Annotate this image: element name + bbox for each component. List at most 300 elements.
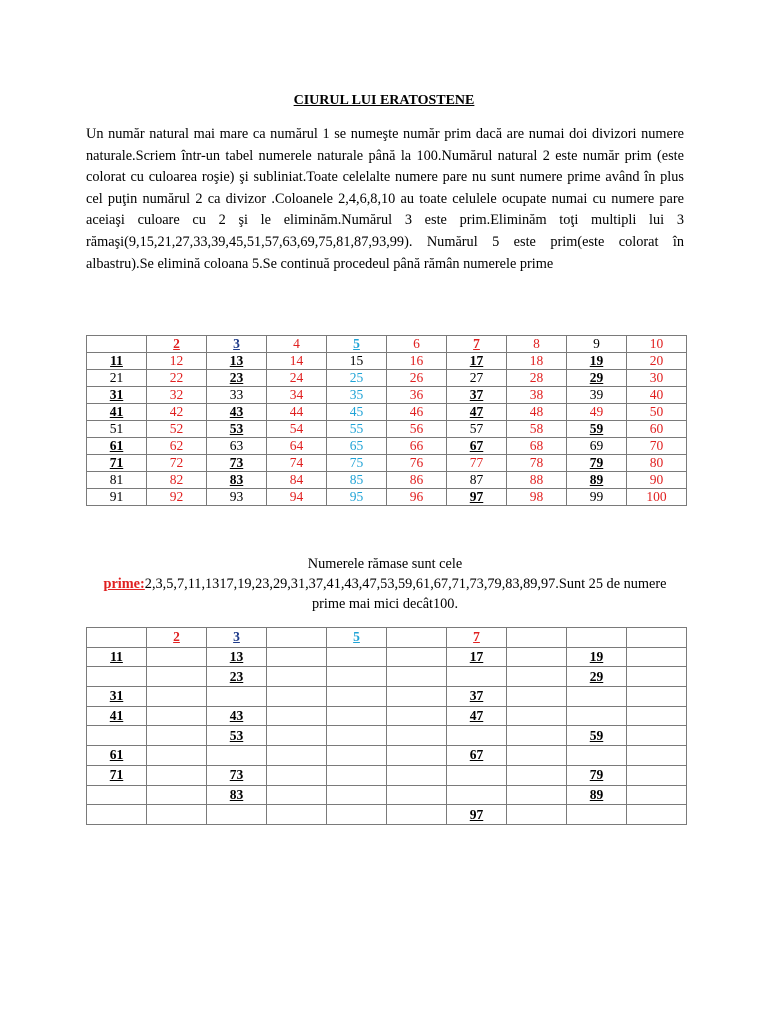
number: 39 bbox=[589, 387, 604, 402]
table-cell bbox=[147, 765, 207, 785]
number: 63 bbox=[229, 438, 244, 453]
table-cell bbox=[207, 438, 267, 455]
table-cell bbox=[207, 667, 267, 687]
number: 98 bbox=[529, 489, 544, 504]
number: 50 bbox=[649, 404, 664, 419]
number: 58 bbox=[529, 421, 544, 436]
table-cell bbox=[87, 404, 147, 421]
number: 22 bbox=[169, 370, 184, 385]
prime-number: 2 bbox=[173, 629, 180, 645]
table-cell bbox=[327, 726, 387, 746]
table-cell bbox=[207, 472, 267, 489]
table-cell bbox=[147, 647, 207, 667]
table-cell bbox=[267, 421, 327, 438]
table-cell bbox=[147, 472, 207, 489]
table-cell bbox=[567, 472, 627, 489]
table-cell bbox=[267, 438, 327, 455]
number: 60 bbox=[649, 421, 664, 436]
number: 75 bbox=[349, 455, 364, 470]
prime-number: 37 bbox=[469, 387, 484, 402]
table-row bbox=[87, 336, 687, 353]
table-cell bbox=[567, 404, 627, 421]
number: 10 bbox=[649, 336, 664, 351]
table-cell bbox=[207, 726, 267, 746]
table-row bbox=[87, 785, 687, 805]
summary-line-1: Numerele rămase sunt cele bbox=[307, 556, 463, 572]
prime-number: 73 bbox=[229, 455, 244, 470]
number: 18 bbox=[529, 353, 544, 368]
table-cell bbox=[387, 438, 447, 455]
table-row bbox=[87, 805, 687, 825]
table-cell bbox=[147, 387, 207, 404]
table-cell bbox=[447, 805, 507, 825]
number: 4 bbox=[293, 336, 300, 351]
prime-number: 19 bbox=[589, 649, 604, 665]
number: 52 bbox=[169, 421, 184, 436]
table-cell bbox=[447, 421, 507, 438]
number: 80 bbox=[649, 455, 664, 470]
table-cell bbox=[627, 455, 687, 472]
number: 35 bbox=[349, 387, 364, 402]
table-cell bbox=[327, 687, 387, 707]
table-cell bbox=[627, 438, 687, 455]
table-cell bbox=[147, 455, 207, 472]
table-cell bbox=[507, 421, 567, 438]
prime-number: 13 bbox=[229, 353, 244, 368]
table-cell bbox=[267, 404, 327, 421]
table-cell bbox=[447, 746, 507, 766]
table-cell bbox=[507, 726, 567, 746]
table-cell bbox=[327, 746, 387, 766]
number: 66 bbox=[409, 438, 424, 453]
prime-number: 67 bbox=[469, 747, 484, 763]
prime-number: 41 bbox=[109, 404, 124, 419]
table-cell bbox=[147, 785, 207, 805]
table-cell bbox=[207, 647, 267, 667]
table-cell bbox=[267, 726, 327, 746]
prime-number: 53 bbox=[229, 727, 244, 743]
number: 6 bbox=[413, 336, 420, 351]
number: 21 bbox=[109, 370, 124, 385]
table-cell bbox=[87, 765, 147, 785]
prime-number: 29 bbox=[589, 370, 604, 385]
number: 45 bbox=[349, 404, 364, 419]
table-cell bbox=[627, 370, 687, 387]
table-cell bbox=[327, 421, 387, 438]
table-cell bbox=[87, 706, 147, 726]
table-cell bbox=[507, 404, 567, 421]
table-cell bbox=[147, 706, 207, 726]
table-cell bbox=[87, 687, 147, 707]
number: 14 bbox=[289, 353, 304, 368]
prime-number: 29 bbox=[589, 668, 604, 684]
table-cell bbox=[267, 489, 327, 506]
table-row bbox=[87, 387, 687, 404]
prime-number: 31 bbox=[109, 387, 124, 402]
prime-number: 43 bbox=[229, 404, 244, 419]
prime-number: 59 bbox=[589, 727, 604, 743]
table-cell bbox=[147, 687, 207, 707]
number: 78 bbox=[529, 455, 544, 470]
table-cell bbox=[147, 438, 207, 455]
table-cell bbox=[567, 353, 627, 370]
table-cell bbox=[87, 489, 147, 506]
table-cell bbox=[207, 370, 267, 387]
prime-number: 11 bbox=[110, 649, 123, 665]
number: 74 bbox=[289, 455, 304, 470]
table-cell bbox=[507, 353, 567, 370]
table-cell bbox=[207, 628, 267, 648]
table-cell bbox=[507, 387, 567, 404]
prime-number: 43 bbox=[229, 708, 244, 724]
table-cell bbox=[567, 706, 627, 726]
table-cell bbox=[627, 353, 687, 370]
table-cell bbox=[87, 647, 147, 667]
table-cell bbox=[327, 667, 387, 687]
page-title: CIURUL LUI ERATOSTENE bbox=[293, 93, 475, 108]
prime-number: 41 bbox=[109, 708, 124, 724]
table-cell bbox=[447, 370, 507, 387]
table-cell bbox=[87, 438, 147, 455]
number: 38 bbox=[529, 387, 544, 402]
table-cell bbox=[567, 455, 627, 472]
number: 72 bbox=[169, 455, 184, 470]
table-cell bbox=[207, 387, 267, 404]
table-cell bbox=[87, 746, 147, 766]
table-cell bbox=[267, 765, 327, 785]
table-row bbox=[87, 687, 687, 707]
table-row bbox=[87, 353, 687, 370]
table-cell bbox=[207, 489, 267, 506]
table-cell bbox=[147, 746, 207, 766]
number: 9 bbox=[593, 336, 600, 351]
table-cell bbox=[147, 370, 207, 387]
table-cell bbox=[567, 370, 627, 387]
table-cell bbox=[387, 336, 447, 353]
table-cell bbox=[507, 687, 567, 707]
number: 25 bbox=[349, 370, 364, 385]
table-cell bbox=[327, 706, 387, 726]
number: 81 bbox=[109, 472, 124, 487]
prime-number: 59 bbox=[589, 421, 604, 436]
table-cell bbox=[507, 438, 567, 455]
number: 12 bbox=[169, 353, 184, 368]
table-cell bbox=[507, 472, 567, 489]
table-cell bbox=[327, 336, 387, 353]
prime-number: 5 bbox=[353, 629, 360, 645]
table-cell bbox=[387, 370, 447, 387]
table-cell bbox=[87, 805, 147, 825]
table-row bbox=[87, 404, 687, 421]
sieve-table-primes bbox=[86, 627, 687, 825]
number: 27 bbox=[469, 370, 484, 385]
table-cell bbox=[627, 628, 687, 648]
table-cell bbox=[267, 628, 327, 648]
table-cell bbox=[507, 455, 567, 472]
prime-number: 73 bbox=[229, 767, 244, 783]
table-cell bbox=[387, 667, 447, 687]
number: 77 bbox=[469, 455, 484, 470]
table-cell bbox=[207, 404, 267, 421]
table-row bbox=[87, 370, 687, 387]
number: 68 bbox=[529, 438, 544, 453]
table-cell bbox=[627, 336, 687, 353]
table-cell bbox=[267, 667, 327, 687]
number: 87 bbox=[469, 472, 484, 487]
table-cell bbox=[567, 667, 627, 687]
prime-number: 83 bbox=[229, 472, 244, 487]
prime-number: 23 bbox=[229, 668, 244, 684]
number: 49 bbox=[589, 404, 604, 419]
table-cell bbox=[267, 472, 327, 489]
table-cell bbox=[147, 726, 207, 746]
table-cell bbox=[267, 336, 327, 353]
table-cell bbox=[387, 387, 447, 404]
table-cell bbox=[327, 765, 387, 785]
table-cell bbox=[147, 805, 207, 825]
number: 32 bbox=[169, 387, 184, 402]
table-cell bbox=[627, 421, 687, 438]
table-cell bbox=[447, 765, 507, 785]
table-cell bbox=[327, 489, 387, 506]
number: 69 bbox=[589, 438, 604, 453]
table-cell bbox=[447, 472, 507, 489]
prime-number: 97 bbox=[469, 489, 484, 504]
table-cell bbox=[207, 455, 267, 472]
number: 51 bbox=[109, 421, 124, 436]
table-cell bbox=[87, 387, 147, 404]
table-cell bbox=[567, 489, 627, 506]
table-cell bbox=[507, 336, 567, 353]
table-cell bbox=[327, 455, 387, 472]
number: 85 bbox=[349, 472, 364, 487]
number: 26 bbox=[409, 370, 424, 385]
number: 28 bbox=[529, 370, 544, 385]
sieve-table-full bbox=[86, 335, 687, 506]
table-row bbox=[87, 472, 687, 489]
table-cell bbox=[627, 765, 687, 785]
table-cell bbox=[447, 628, 507, 648]
number: 56 bbox=[409, 421, 424, 436]
table-cell bbox=[567, 765, 627, 785]
prime-number: 61 bbox=[109, 438, 124, 453]
table-cell bbox=[267, 785, 327, 805]
table-cell bbox=[327, 647, 387, 667]
number: 15 bbox=[349, 353, 364, 368]
number: 99 bbox=[589, 489, 604, 504]
number: 88 bbox=[529, 472, 544, 487]
number: 62 bbox=[169, 438, 184, 453]
table-cell bbox=[507, 706, 567, 726]
table-cell bbox=[327, 785, 387, 805]
table-cell bbox=[387, 404, 447, 421]
table-cell bbox=[567, 687, 627, 707]
number: 20 bbox=[649, 353, 664, 368]
prime-number: 53 bbox=[229, 421, 244, 436]
table-cell bbox=[507, 647, 567, 667]
table-cell bbox=[147, 353, 207, 370]
table-cell bbox=[507, 370, 567, 387]
prime-number: 17 bbox=[469, 649, 484, 665]
prime-number: 71 bbox=[109, 767, 124, 783]
table-cell bbox=[627, 404, 687, 421]
table-cell bbox=[387, 647, 447, 667]
table-cell bbox=[87, 628, 147, 648]
number: 44 bbox=[289, 404, 304, 419]
prime-number: 61 bbox=[109, 747, 124, 763]
table-cell bbox=[267, 455, 327, 472]
table-cell bbox=[567, 746, 627, 766]
number: 30 bbox=[649, 370, 664, 385]
table-row bbox=[87, 726, 687, 746]
table-cell bbox=[567, 805, 627, 825]
table-cell bbox=[87, 421, 147, 438]
table-cell bbox=[327, 805, 387, 825]
number: 40 bbox=[649, 387, 664, 402]
table-cell bbox=[507, 765, 567, 785]
prime-number: 7 bbox=[473, 336, 480, 351]
table-cell bbox=[147, 489, 207, 506]
table-cell bbox=[507, 628, 567, 648]
number: 96 bbox=[409, 489, 424, 504]
table-cell bbox=[207, 353, 267, 370]
table-cell bbox=[447, 353, 507, 370]
table-row bbox=[87, 746, 687, 766]
number: 34 bbox=[289, 387, 304, 402]
table-row bbox=[87, 667, 687, 687]
table-cell bbox=[447, 489, 507, 506]
table-cell bbox=[447, 387, 507, 404]
table-cell bbox=[87, 336, 147, 353]
table-cell bbox=[327, 472, 387, 489]
number: 24 bbox=[289, 370, 304, 385]
prime-number: 2 bbox=[173, 336, 180, 351]
table-cell bbox=[387, 628, 447, 648]
number: 46 bbox=[409, 404, 424, 419]
table-cell bbox=[267, 387, 327, 404]
table-cell bbox=[207, 687, 267, 707]
number: 55 bbox=[349, 421, 364, 436]
prime-number: 83 bbox=[229, 786, 244, 802]
table-cell bbox=[387, 805, 447, 825]
prime-number: 13 bbox=[229, 649, 244, 665]
table-cell bbox=[87, 353, 147, 370]
prime-number: 79 bbox=[589, 767, 604, 783]
table-row bbox=[87, 455, 687, 472]
number: 48 bbox=[529, 404, 544, 419]
number: 42 bbox=[169, 404, 184, 419]
table-cell bbox=[447, 647, 507, 667]
table-cell bbox=[387, 687, 447, 707]
number: 54 bbox=[289, 421, 304, 436]
prime-number: 23 bbox=[229, 370, 244, 385]
prime-number: 11 bbox=[110, 353, 123, 368]
prime-number: 19 bbox=[589, 353, 604, 368]
table-cell bbox=[387, 472, 447, 489]
table-cell bbox=[327, 628, 387, 648]
table-cell bbox=[207, 805, 267, 825]
table-cell bbox=[627, 706, 687, 726]
table-cell bbox=[627, 489, 687, 506]
table-row bbox=[87, 628, 687, 648]
table-cell bbox=[327, 404, 387, 421]
number: 16 bbox=[409, 353, 424, 368]
prime-number: 97 bbox=[469, 806, 484, 822]
table-cell bbox=[387, 455, 447, 472]
table-row bbox=[87, 421, 687, 438]
table-cell bbox=[447, 726, 507, 746]
number: 82 bbox=[169, 472, 184, 487]
number: 100 bbox=[646, 489, 667, 504]
table-row bbox=[87, 438, 687, 455]
number: 76 bbox=[409, 455, 424, 470]
number: 86 bbox=[409, 472, 424, 487]
prime-number: 89 bbox=[589, 786, 604, 802]
table-cell bbox=[87, 726, 147, 746]
table-row bbox=[87, 647, 687, 667]
table-cell bbox=[147, 404, 207, 421]
table-cell bbox=[147, 628, 207, 648]
table-cell bbox=[567, 387, 627, 404]
prime-number: 47 bbox=[469, 708, 484, 724]
table-cell bbox=[507, 805, 567, 825]
table-cell bbox=[627, 387, 687, 404]
table-cell bbox=[447, 455, 507, 472]
number: 91 bbox=[109, 489, 124, 504]
prime-number: 3 bbox=[233, 336, 240, 351]
table-cell bbox=[207, 746, 267, 766]
prime-number: 31 bbox=[109, 688, 124, 704]
prime-number: 7 bbox=[473, 629, 480, 645]
prime-number: 89 bbox=[589, 472, 604, 487]
number: 8 bbox=[533, 336, 540, 351]
summary-lead: prime: bbox=[103, 576, 145, 592]
prime-number: 5 bbox=[353, 336, 360, 351]
table-cell bbox=[627, 687, 687, 707]
table-cell bbox=[87, 370, 147, 387]
table-cell bbox=[387, 765, 447, 785]
table-cell bbox=[147, 336, 207, 353]
table-cell bbox=[387, 785, 447, 805]
table-cell bbox=[147, 667, 207, 687]
table-cell bbox=[567, 647, 627, 667]
prime-number: 37 bbox=[469, 688, 484, 704]
table-cell bbox=[627, 667, 687, 687]
table-cell bbox=[207, 421, 267, 438]
prime-number: 17 bbox=[469, 353, 484, 368]
table-cell bbox=[387, 726, 447, 746]
table-cell bbox=[627, 746, 687, 766]
table-cell bbox=[447, 706, 507, 726]
table-cell bbox=[267, 647, 327, 667]
table-cell bbox=[507, 667, 567, 687]
number: 70 bbox=[649, 438, 664, 453]
table-cell bbox=[87, 785, 147, 805]
table-cell bbox=[207, 336, 267, 353]
table-cell bbox=[387, 421, 447, 438]
table-cell bbox=[207, 765, 267, 785]
table-row bbox=[87, 706, 687, 726]
table-cell bbox=[567, 726, 627, 746]
prime-number: 47 bbox=[469, 404, 484, 419]
number: 33 bbox=[229, 387, 244, 402]
table-cell bbox=[387, 706, 447, 726]
prime-number: 71 bbox=[109, 455, 124, 470]
table-cell bbox=[267, 805, 327, 825]
table-cell bbox=[447, 404, 507, 421]
table-cell bbox=[507, 489, 567, 506]
table-cell bbox=[327, 353, 387, 370]
